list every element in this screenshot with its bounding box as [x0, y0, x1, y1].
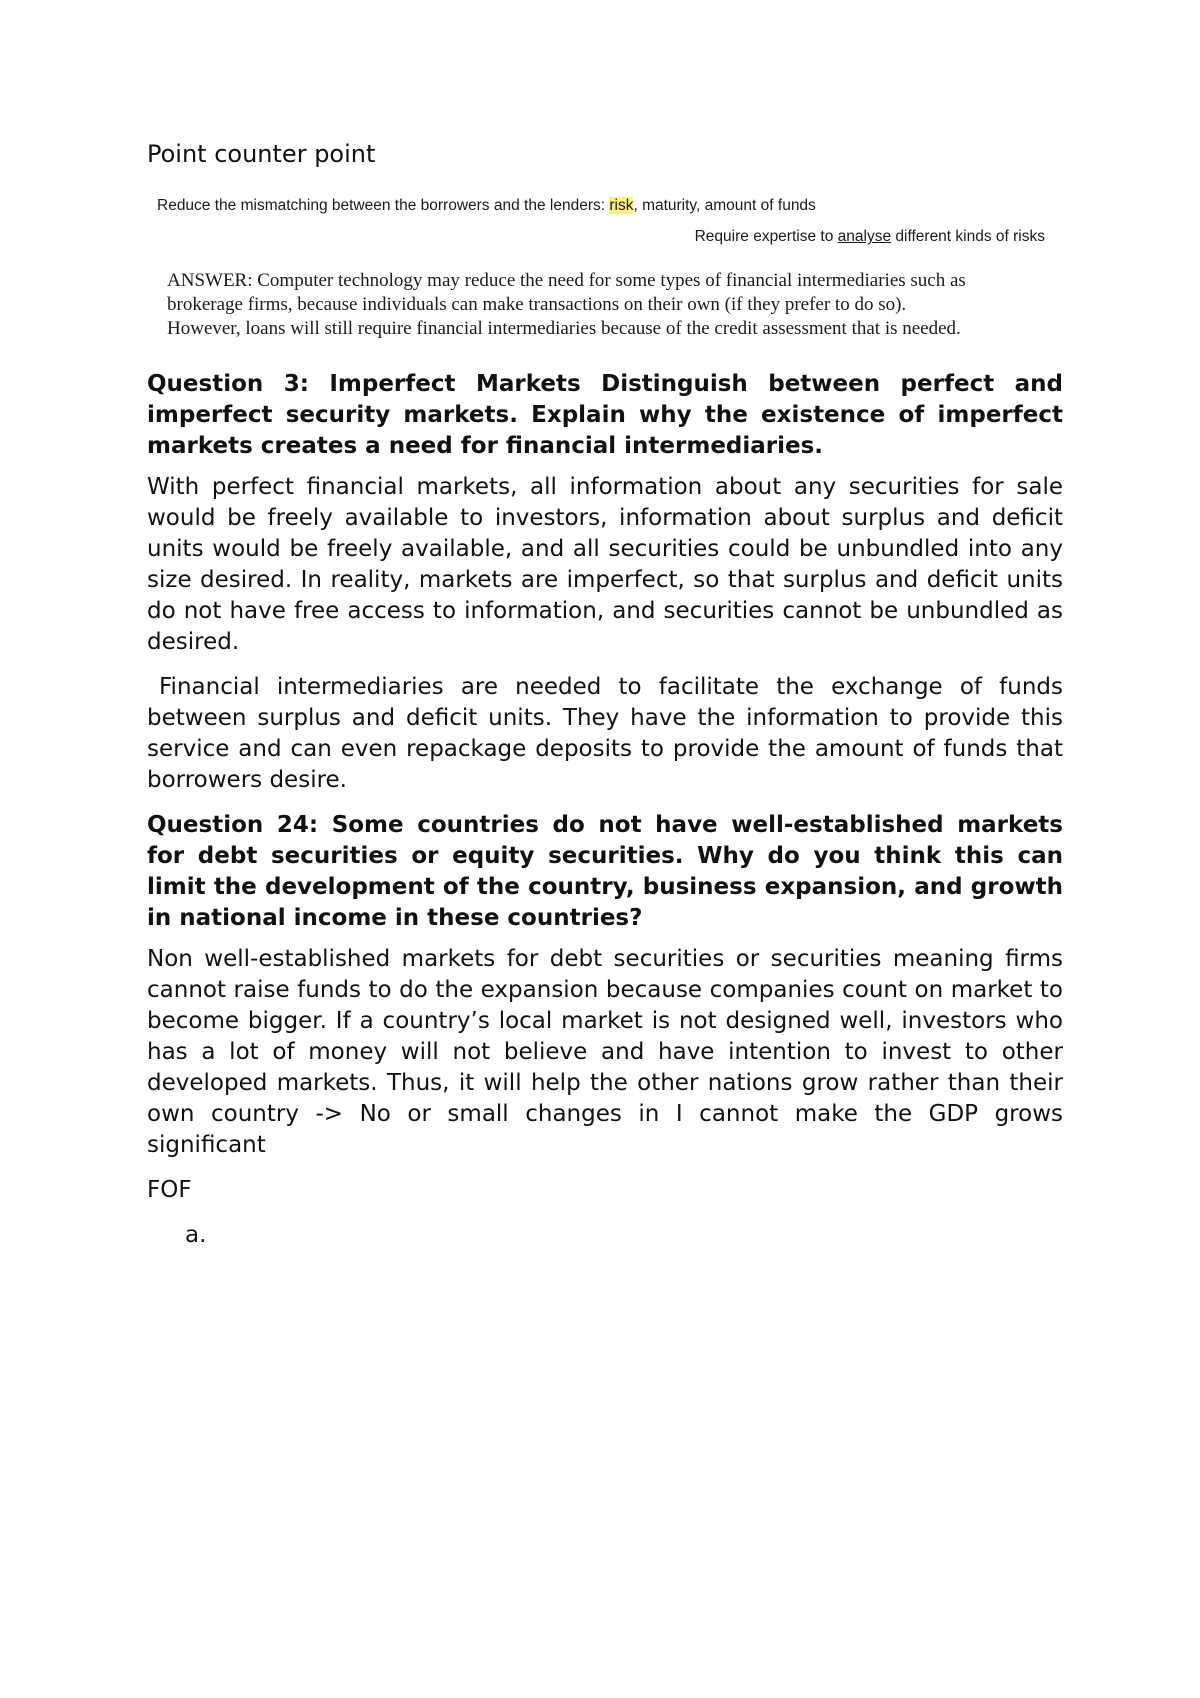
question-24-heading: Question 24: Some countries do not have well-established markets for debt securities or equity securities. Why do you think this can limit the development of the country, business expansion, and growth in national income in these countries? [147, 811, 1063, 931]
note-line-mismatching [157, 197, 1063, 216]
question-24-answer: Non well-established markets for debt securities or securities meaning firms cannot raise funds to do the expansion because companies count on market to become bigger. If a country’s local market is not designed well, investors who has a lot of money will not believe and have intention to invest to other developed markets. Thus, it will help the other nations grow rather than their own country -> No or small changes in I cannot make the GDP grows significant [147, 945, 1063, 1158]
page-title: Point counter point [147, 140, 376, 168]
note-line-2-text: Require expertise to [694, 228, 838, 246]
document-page [147, 140, 1063, 1251]
highlighted-word-risk: risk [609, 196, 634, 214]
question-3-answer-paragraph-1: With perfect financial markets, all information about any securities for sale would be freely available to investors, information about surplus and deficit units would be freely available, and all securities could be unbundled into any size desired. In reality, markets are imperfect, so that surplus and deficit units do not have free access to information, and securities cannot be unbundled as desired. [147, 473, 1063, 655]
note-line-2-tail: different kinds of risks [891, 228, 1045, 246]
answer-excerpt-line-1: ANSWER: Computer technology may reduce the need for some types of financial intermediaries such as [167, 269, 966, 291]
answer-excerpt-line-3: However, loans will still require financial intermediaries because of the credit assessment that is needed. [167, 317, 961, 339]
list-item-a: a. [185, 1221, 207, 1248]
fof-label: FOF [147, 1176, 192, 1203]
question-3-answer-paragraph-2: Financial intermediaries are needed to facilitate the exchange of funds between surplus and deficit units. They have the information to provide this service and can even repackage deposits to provide the amount of funds that borrowers desire. [147, 673, 1063, 793]
note-line-expertise [147, 228, 1045, 247]
answer-excerpt-line-2: brokerage firms, because individuals can make transactions on their own (if they prefer to do so). [167, 293, 907, 315]
note-line-1-text: Reduce the mismatching between the borrowers and the lenders: [157, 196, 610, 214]
answer-excerpt-image [167, 269, 1057, 341]
note-line-1-tail: , maturity, amount of funds [633, 196, 816, 214]
underlined-word-analyse: analyse [837, 228, 892, 246]
question-3-heading: Question 3: Imperfect Markets Distinguish between perfect and imperfect security markets. Explain why the existence of imperfect markets creates a need for financial intermediaries. [147, 370, 1063, 459]
